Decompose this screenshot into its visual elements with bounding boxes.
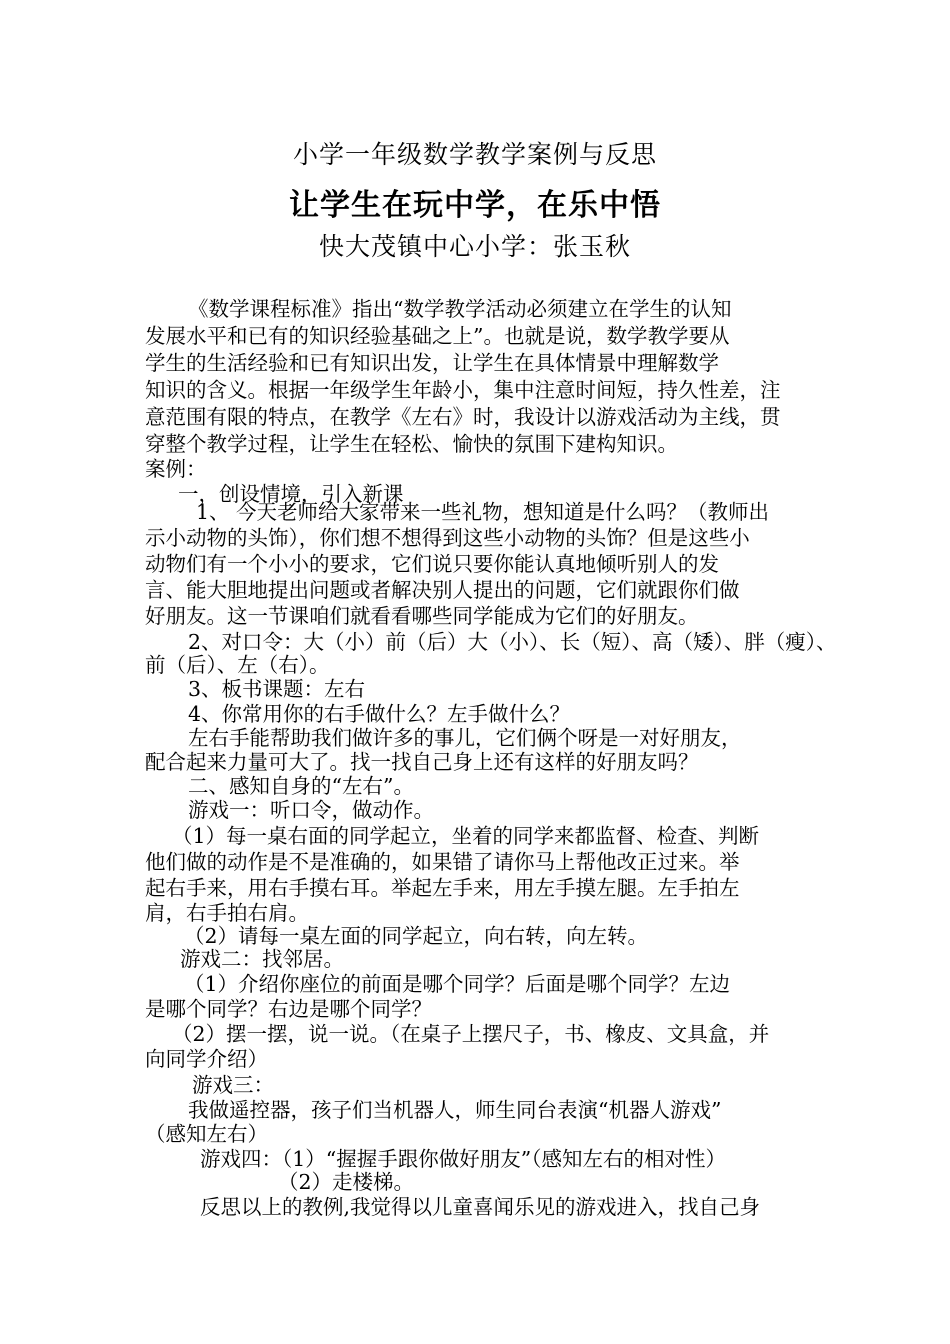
paragraph-line: 是哪个同学？右边是哪个同学？	[145, 997, 432, 1021]
paragraph-line: （1）每一桌右面的同学起立，坐着的同学来都监督、检查、判断	[172, 824, 760, 848]
document-author: 快大茂镇中心小学：张玉秋	[318, 232, 631, 261]
section-label: 案例：	[145, 457, 207, 481]
paragraph-line: 我做遥控器，孩子们当机器人，师生同台表演“机器人游戏”	[188, 1098, 722, 1122]
game-heading: 游戏二：找邻居。	[180, 947, 344, 971]
game-heading: 游戏四：（1）“握握手跟你做好朋友”（感知左右的相对性）	[200, 1147, 727, 1171]
paragraph-line: 起右手来，用右手摸右耳。举起左手来，用左手摸左腿。左手拍左	[145, 876, 740, 900]
paragraph-line: （1）介绍你座位的前面是哪个同学？后面是哪个同学？左边	[184, 972, 731, 996]
paragraph-line: 示小动物的头饰），你们想不想得到这些小动物的头饰？但是这些小	[145, 526, 750, 550]
game-heading: 游戏一：听口令，做动作。	[188, 798, 434, 822]
paragraph-line: （2）走楼梯。	[278, 1170, 415, 1194]
paragraph-line: 2、对口令：大（小）前（后）大（小）、长（短）、高（矮）、胖（瘦）、	[188, 630, 837, 654]
paragraph-line: 1、 今天老师给大家带来一些礼物，想知道是什么吗？（教师出	[196, 500, 770, 524]
document-subtitle: 小学一年级数学教学案例与反思	[292, 140, 657, 169]
paragraph-line: 穿整个教学过程，让学生在轻松、愉快的氛围下建构知识。	[145, 432, 678, 456]
paragraph-line: 肩，右手拍右肩。	[145, 901, 309, 925]
paragraph-line: 意范围有限的特点，在教学《左右》时，我设计以游戏活动为主线，贯	[145, 405, 781, 429]
paragraph-line: 言、能大胆地提出问题或者解决别人提出的问题，它们就跟你们做	[145, 578, 740, 602]
paragraph-line: 知识的含义。根据一年级学生年龄小，集中注意时间短，持久性差，注	[145, 378, 781, 402]
paragraph-line: 《数学课程标准》指出“数学教学活动必须建立在学生的认知	[188, 297, 732, 321]
paragraph-line: 发展水平和已有的知识经验基础之上”。也就是说，数学教学要从	[145, 324, 730, 348]
document-title: 让学生在玩中学，在乐中悟	[289, 188, 661, 223]
paragraph-line: 他们做的动作是不是准确的，如果错了请你马上帮他改正过来。举	[145, 850, 740, 874]
game-heading: 游戏三：	[192, 1073, 274, 1097]
paragraph-line: （2）请每一桌左面的同学起立，向右转，向左转。	[184, 924, 649, 948]
paragraph-line: 左右手能帮助我们做许多的事儿，它们俩个呀是一对好朋友，	[188, 726, 742, 750]
section-heading: 二、感知自身的“左右”。	[188, 774, 414, 798]
paragraph-line: 动物们有一个小小的要求，它们说只要你能认真地倾听别人的发	[145, 552, 719, 576]
paragraph-line: 3、板书课题：左右	[188, 677, 366, 701]
paragraph-line: （感知左右）	[145, 1122, 268, 1146]
section-heading: 一，创设情境，引入新课	[178, 482, 404, 506]
paragraph-line: 向同学介绍）	[145, 1047, 268, 1071]
paragraph-line: 学生的生活经验和已有知识出发，让学生在具体情景中理解数学	[145, 351, 719, 375]
paragraph-line: 前（后）、左（右）。	[145, 653, 330, 677]
paragraph-line: 配合起来力量可大了。找一找自己身上还有这样的好朋友吗？	[145, 750, 699, 774]
paragraph-line: 好朋友。这一节课咱们就看看哪些同学能成为它们的好朋友。	[145, 604, 699, 628]
paragraph-line: 反思以上的教例,我觉得以儿童喜闻乐见的游戏进入，找自己身	[200, 1195, 761, 1219]
paragraph-line: （2）摆一摆，说一说。（在桌子上摆尺子，书、橡皮、文具盒，并	[172, 1022, 770, 1046]
paragraph-line: 4、你常用你的右手做什么？左手做什么？	[188, 702, 571, 726]
